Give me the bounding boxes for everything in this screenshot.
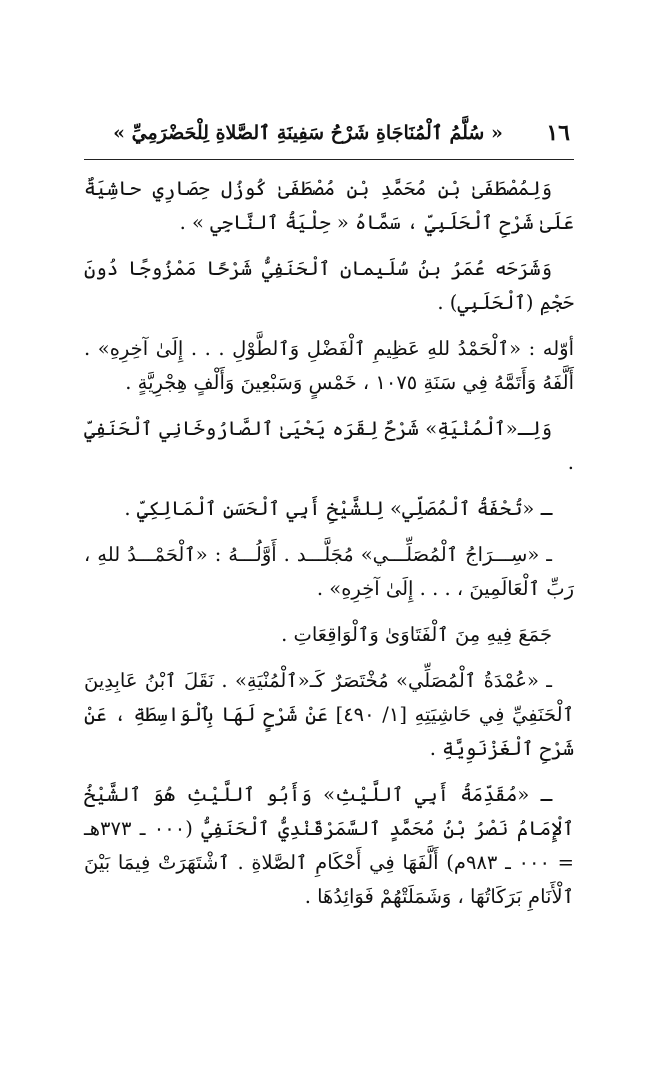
paragraph-siraj-al-musalli: ـ «سِـــرَاجُ ٱلْمُصَلِّـــي» مُجَلَّـــد . أَوَّلُـــهُ : «ٱلْحَمْـــدُ للهِ ، رَبِّ ٱلْعَالَمِينَ ، . . . إِلَىٰ آخِرِهِ» . bbox=[84, 543, 574, 600]
page-header bbox=[92, 118, 570, 158]
page-number: ١٦ bbox=[546, 120, 570, 146]
paragraph-hashiya: وَلِمُصْطَفَىٰ بْنِ مُحَمَّدِ بْنِ مُصْطَفَىٰ كُوزُل حِصَارِي حاشِيَةٌ عَلَىٰ شَرْحِ ٱلْحَلَبِيِّ ، سَمَّاهُ « حِلْيَةُ ٱلنَّاجِي » . bbox=[84, 177, 574, 234]
paragraph-tuhfat-al-musalli: ـ «تُحْفَةُ ٱلْمُصَلِّي» لِلشَّيْخِ أَبِي ٱلْحَسَنِ ٱلْمَالِكِيِّ . bbox=[124, 497, 552, 520]
paragraph-umdat-al-musalli: ـ «عُمْدَةُ ٱلْمُصَلِّي» مُخْتَصَرٌ كَـ«ٱلْمُنْيَةِ» . نَقَلَ ٱبْنُ عَابِدِينَ ٱلْحَنَفِيِّ فِي حَاشِيَتِهِ [١/ ٤٩٠] عَنْ شَرْحٍ لَهَا بِٱلْوَاسِطَةِ ، عَنْ شَرْحِ ٱلْغَزْنَوِيَّةِ . bbox=[84, 669, 574, 760]
paragraph-umar-sharh: وَشَرَحَه عُمَرُ بنُ سُلَيمان ٱلْحَنَفِيُّ شَرْحًا مَمْزُوجًا دُونَ حَجْمِ (ٱلْحَلَبِي) . bbox=[84, 257, 574, 314]
paragraph-awwaluhu: أوّله : «ٱلْحَمْدُ للهِ عَظِيمِ ٱلْفَضْلِ وَٱلطَّوْلِ . . . إِلَىٰ آخِرِهِ» . أَلَّفَهُ وَأَتَمَّهُ فِي سَنَةِ ١٠٧٥ ، خَمْسٍ وَسَبْعِينَ وَأَلْفٍ هِجْرِيَّةٍ . bbox=[84, 337, 574, 394]
running-title: « سُلَّمُ ٱلْمُنَاجَاةِ شَرْحُ سَفِينَةِ ٱلصَّلاةِ لِلْحَضْرَمِيِّ » bbox=[113, 122, 503, 144]
body-text bbox=[84, 172, 574, 926]
paragraph-fatawa: جَمَعَ فِيهِ مِنَ ٱلْفَتَاوَىٰ وَٱلْوَاقِعَاتِ . bbox=[281, 623, 552, 646]
paragraph-muqaddimat-abi-al-layth: ـ «مُقَدِّمَةُ أَبِي ٱللَّيْثِ» وَأَبُو ٱللَّيْثِ هُوَ ٱلشَّيْخُ ٱلْإِمَامُ نَصْرُ بْنُ مُحَمَّدٍ ٱلسَّمَرْقَنْدِيُّ ٱلْحَنَفِيُّ (٠٠٠ ـ ٣٧٣هـ = ٠٠٠ ـ ٩٨٣م) أَلَّفَهَا فِي أَحْكَامِ ٱلصَّلاةِ . ٱشْتَهَرَتْ فِيمَا بَيْنَ ٱلْأَنَامِ بَرَكَاتُهَا ، وَشَمَلَتْهُمْ فَوَائِدُهَا . bbox=[84, 783, 574, 908]
paragraph-munya-sharh: وَلِـ«ٱلْمُنْيَةِ» شَرْحٌ لِقَرَه يَحْيَىٰ ٱلصَّارُوخَانِي ٱلْحَنَفِيِّ . bbox=[84, 417, 574, 474]
header-rule bbox=[84, 159, 574, 160]
